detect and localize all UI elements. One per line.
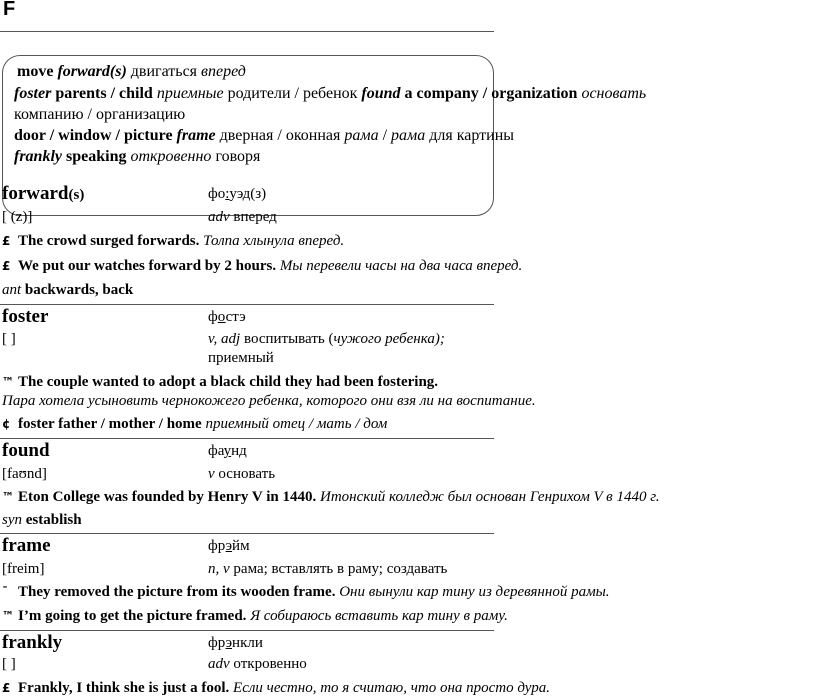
entry-translation-forward: adv вперед [208, 209, 277, 225]
entry-ru-pron-frame: фрэйм [208, 538, 250, 554]
entry-translation-frankly: adv откровенно [208, 656, 307, 672]
phrase-line-4: door / window / picture frame дверная / оконная рама / рама для картины [14, 127, 515, 144]
entry-divider [0, 438, 494, 439]
phrase-line-3: компанию / организацию [14, 106, 186, 123]
entry-headword-forward: forward(s) [2, 183, 85, 204]
antonyms-forward: ant backwards, back [2, 282, 134, 298]
entry-transcription-forward: [ (z)] [2, 209, 33, 225]
phrase-line-5: frankly speaking откровенно говоря [14, 148, 261, 165]
entry-headword-foster: foster [2, 306, 49, 327]
phrase-line-2: foster parents / child приемные родители / ребенок found a company / organization основать [14, 85, 647, 102]
example-frame-2: ™ I’m going to get the picture framed. Я собираюсь вставить кар тину в раму. [2, 608, 508, 624]
entry-transcription-frame: [freim] [2, 561, 45, 577]
entry-translation-foster: v, adj воспитывать (чужого ребенка); [208, 331, 445, 347]
example-foster-2: ¢ foster father / mother / home приемный отец / мать / дом [2, 416, 388, 432]
entry-transcription-frankly: [ ] [2, 656, 16, 672]
entry-ru-pron-frankly: фрэнкли [208, 635, 263, 651]
entry-headword-frame: frame [2, 535, 51, 556]
example-found-1: ™ Eton College was founded by Henry V in 1440. Итонский колледж был основан Генрихом V в 1440 г. [2, 489, 660, 505]
header-rule [0, 31, 494, 32]
entry-ru-pron-foster: фостэ [208, 309, 246, 325]
entry-transcription-found: [faʊnd] [2, 466, 47, 482]
example-forward-1: £ The crowd surged forwards. Толпа хлынула вперед. [2, 233, 345, 249]
entry-headword-found: found [2, 440, 50, 461]
example-foster-1-translation: Пара хотела усыновить чернокожего ребенка, которого они взя ли на воспитание. [2, 393, 536, 409]
synonyms-found: syn establish [2, 512, 82, 528]
example-forward-2: £ We put our watches forward by 2 hours. Мы перевели часы на два часа вперед. [2, 258, 523, 274]
example-foster-1: ™ The couple wanted to adopt a black child they had been fostering. [2, 374, 439, 390]
entry-headword-frankly: frankly [2, 632, 63, 653]
entry-ru-pron-found: фаунд [208, 443, 247, 459]
entry-translation-foster-2: приемный [208, 350, 274, 366]
example-frankly-1: £ Frankly, I think she is just a fool. Если честно, то я считаю, что она просто дура. [2, 680, 550, 696]
section-letter: F [3, 0, 16, 20]
entry-divider [0, 533, 494, 534]
entry-divider [0, 630, 494, 631]
phrase-line-1: move forward(s) двигаться вперед [17, 63, 246, 80]
entry-transcription-foster: [ ] [2, 331, 16, 347]
example-frame-1: ˉ They removed the picture from its wooden frame. Они вынули кар тину из деревянной рамы. [2, 584, 610, 600]
entry-translation-frame: n, v рама; вставлять в раму; создавать [208, 561, 448, 577]
entry-divider [0, 304, 494, 305]
entry-ru-pron-forward: фо:уэд(з) [208, 186, 267, 202]
entry-translation-found: v основать [208, 466, 276, 482]
